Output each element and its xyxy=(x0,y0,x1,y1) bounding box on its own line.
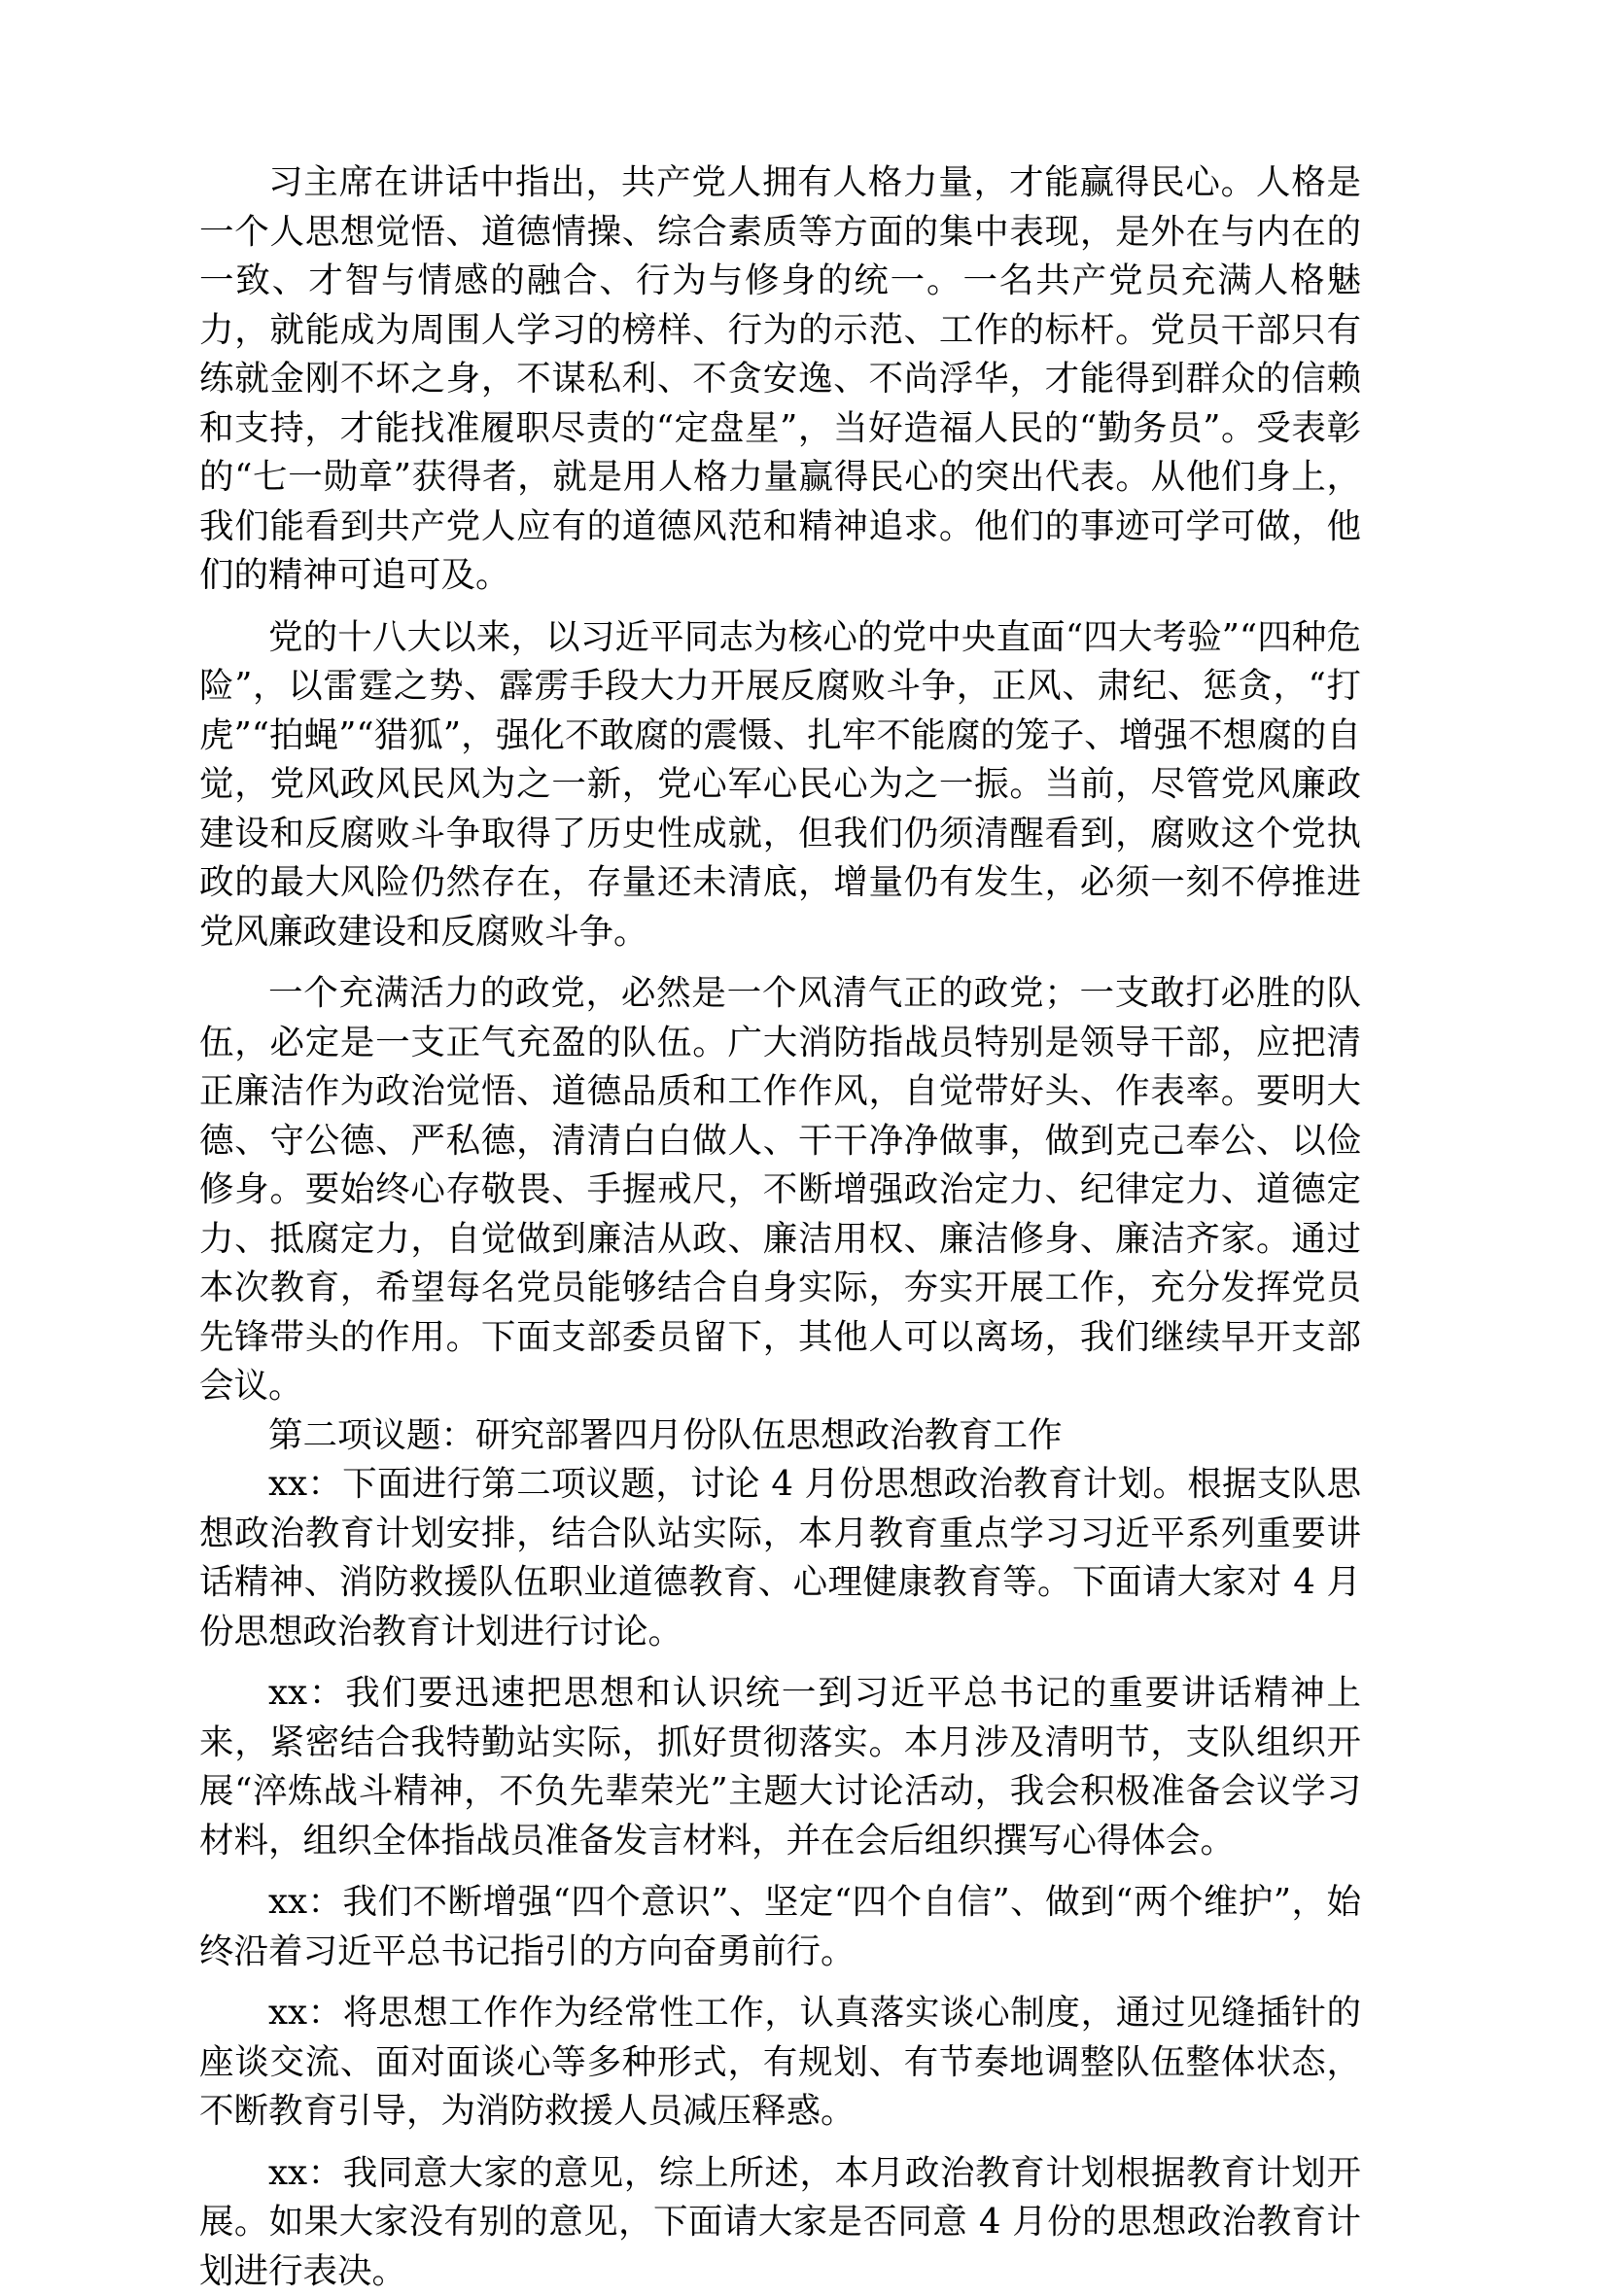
paragraph-5: xx：下面进行第二项议题，讨论 4 月份思想政治教育计划。根据支队思想政治教育计划安排，结合队站实际，本月教育重点学习习近平系列重要讲话精神、消防救援队伍职业道德教育、心理健康教育等。下面请大家对 4 月份思想政治教育计划进行讨论。 xyxy=(199,1460,1361,1656)
paragraph-2: 党的十八大以来，以习近平同志为核心的党中央直面“四大考验”“四种危险”，以雷霆之势、霹雳手段大力开展反腐败斗争，正风、肃纪、惩贪，“打虎”“拍蝇”“猎狐”，强化不敢腐的震慑、扎牢不能腐的笼子、增强不想腐的自觉，党风政风民风为之一新，党心军心民心为之一振。当前，尽管党风廉政建设和反腐败斗争取得了历史性成就，但我们仍须清醒看到，腐败这个党执政的最大风险仍然存在，存量还未清底，增量仍有发生，必须一刻不停推进党风廉政建设和反腐败斗争。 xyxy=(199,613,1361,957)
agenda-item-2-heading: 第二项议题：研究部署四月份队伍思想政治教育工作 xyxy=(199,1411,1361,1461)
paragraph-1: 习主席在讲话中指出，共产党人拥有人格力量，才能赢得民心。人格是一个人思想觉悟、道德情操、综合素质等方面的集中表现，是外在与内在的一致、才智与情感的融合、行为与修身的统一。一名共产党员充满人格魅力，就能成为周围人学习的榜样、行为的示范、工作的标杆。党员干部只有练就金刚不坏之身，不谋私利、不贪安逸、不尚浮华，才能得到群众的信赖和支持，才能找准履职尽责的“定盘星”，当好造福人民的“勤务员”。受表彰的“七一勋章”获得者，就是用人格力量赢得民心的突出代表。从他们身上，我们能看到共产党人应有的道德风范和精神追求。他们的事迹可学可做，他们的精神可追可及。 xyxy=(199,158,1361,601)
paragraph-9: xx：我同意大家的意见，综上所述，本月政治教育计划根据教育计划开展。如果大家没有别的意见，下面请大家是否同意 4 月份的思想政治教育计划进行表决。 xyxy=(199,2149,1361,2296)
paragraph-3: 一个充满活力的政党，必然是一个风清气正的政党；一支敢打必胜的队伍，必定是一支正气充盈的队伍。广大消防指战员特别是领导干部，应把清正廉洁作为政治觉悟、道德品质和工作作风，自觉带好头、作表率。要明大德、守公德、严私德，清清白白做人、干干净净做事，做到克己奉公、以俭修身。要始终心存敬畏、手握戒尺，不断增强政治定力、纪律定力、道德定力、抵腐定力，自觉做到廉洁从政、廉洁用权、廉洁修身、廉洁齐家。通过本次教育，希望每名党员能够结合自身实际，夯实开展工作，充分发挥党员先锋带头的作用。下面支部委员留下，其他人可以离场，我们继续早开支部会议。 xyxy=(199,969,1361,1411)
paragraph-7: xx：我们不断增强“四个意识”、坚定“四个自信”、做到“两个维护”，始终沿着习近平总书记指引的方向奋勇前行。 xyxy=(199,1878,1361,1976)
paragraph-6: xx：我们要迅速把思想和认识统一到习近平总书记的重要讲话精神上来，紧密结合我特勤站实际，抓好贯彻落实。本月涉及清明节，支队组织开展“淬炼战斗精神，不负先辈荣光”主题大讨论活动，我会积极准备会议学习材料，组织全体指战员准备发言材料，并在会后组织撰写心得体会。 xyxy=(199,1669,1361,1865)
paragraph-8: xx：将思想工作作为经常性工作，认真落实谈心制度，通过见缝插针的座谈交流、面对面谈心等多种形式，有规划、有节奏地调整队伍整体状态，不断教育引导，为消防救援人员减压释惑。 xyxy=(199,1989,1361,2137)
document-text-body xyxy=(199,146,1361,2296)
